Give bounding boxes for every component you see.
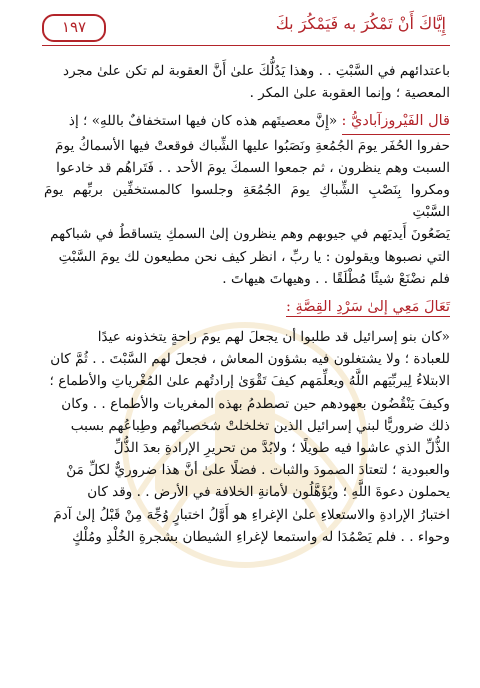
story-line: وكيفَ يَنْقُضُون بعهودهم حين تصطدمُ بهذه المغريات والأطماع . . وكان xyxy=(61,395,450,412)
story-line: اختبارُ الإرادةِ والاستعلاءِ علىٰ الإغراءِ هو أَوَّلُ اختبارٍ وُجِّهَ مِنْ قَبْلُ إلىٰ آدمَ xyxy=(53,506,450,523)
story-line: وحواء . . فلم يَصْمُدَا له واستمعا لإغراءِ الشيطان بشجرةِ الخُلْدِ ومُلْكٍ xyxy=(72,528,450,545)
quote-line: يَضَعُونَ أَيديَهم في جيوبهم وهم ينظرون إلىٰ السمكِ يتساقطُ في شباكهم xyxy=(50,226,450,243)
section-heading-row xyxy=(44,296,450,322)
story-line: ذلك ضروريًّا لبني إسرائيل الذين تخلخلتْ شخصياتُهم وطِباعُهم بسبب xyxy=(70,417,450,434)
page-body xyxy=(44,60,450,548)
quote-line: السبت وهم ينظرون ، ثم جمعوا السمكَ يومَ الأحد . . فَتَراهُم قد خادعوا xyxy=(56,159,450,176)
story-line: «كان بنو إسرائيل قد طلبوا أن يجعلَ لهم يومَ راحةٍ يتخذونه عيدًا xyxy=(97,329,450,346)
story-line: للعبادة ؛ ولا يشتغلون فيه بشؤون المعاش ، فجعلَ لهم السَّبْتَ . . ثُمَّ كان xyxy=(50,351,450,368)
page-number-badge: ١٩٧ xyxy=(42,14,106,42)
story-line: الذُّلِّ الذي عاشوا فيه طويلًا ؛ ولابُدَّ من تحريرِ الإرادةِ بعدَ الذُّلِّ xyxy=(113,440,450,457)
story-line: يحملون دعوةَ اللَّهِ ؛ ويُؤَهَّلُون لأمانةِ الخلافة في الأرض . . وقد كان xyxy=(87,484,450,501)
quote-line: فلم نضْنَعْ شيئًا مُطْلَقًا . . وهيهاتَ هيهاتَ . xyxy=(222,270,450,287)
intro-line: المعصية ؛ وإنما العقوبة علىٰ المكر . xyxy=(249,85,450,102)
quote-line: التي نصبوها ويقولون : يا ربِّ ، انظر كيف نحن مطيعون لك يومَ السَّبْتِ xyxy=(58,248,450,265)
header-divider xyxy=(42,45,450,46)
story-line: والعبودية ؛ لتعتادَ الصمودَ والثبات . فضلًا علىٰ أنَّ هذا ضروريٌّ لكلِّ مَنْ xyxy=(66,462,450,479)
quote-paragraph-first-line xyxy=(44,110,450,134)
running-title: إِيَّاكَ أَنْ تَمْكُرَ به فَيَمْكُرَ بكَ xyxy=(275,14,446,33)
quote-heading: قال الفَيْروزآباديُّ : xyxy=(342,110,450,134)
section-heading: تَعَالَ مَعِي إلىٰ سَرْدِ القِصَّةِ : xyxy=(285,299,450,316)
story-line: الابتلاءُ لِيربِّيَهم اللَّهُ ويعلِّمَهم كيفَ تَقْوَىٰ إرادتُهم علىٰ المُغْرياتِ والأطماع ؛ xyxy=(49,373,450,390)
quote-line: «إِنَّ معصيتَهم هذه كان فيها استخفافٌ باللهِ» ؛ إذ xyxy=(68,113,338,130)
page-header xyxy=(42,12,450,46)
intro-line: باعتدائهم في السَّبْتِ . . وهذا يَدُلُّكَ علىٰ أَنَّ العقوبة لم تكن علىٰ مجرد xyxy=(63,63,450,79)
quote-line: ومكروا بِنَصْبِ الشِّباكِ يومَ الجُمُعَةِ وجلسوا كالمستخفِّين بربِّهم يومَ السَّبْتِ xyxy=(44,182,450,221)
quote-line: حفروا الحُفَر يومَ الجُمُعةِ ونَصَبُوا عليها الشِّباك فوقعتْ فيها الأسماكُ يومَ xyxy=(55,137,450,154)
